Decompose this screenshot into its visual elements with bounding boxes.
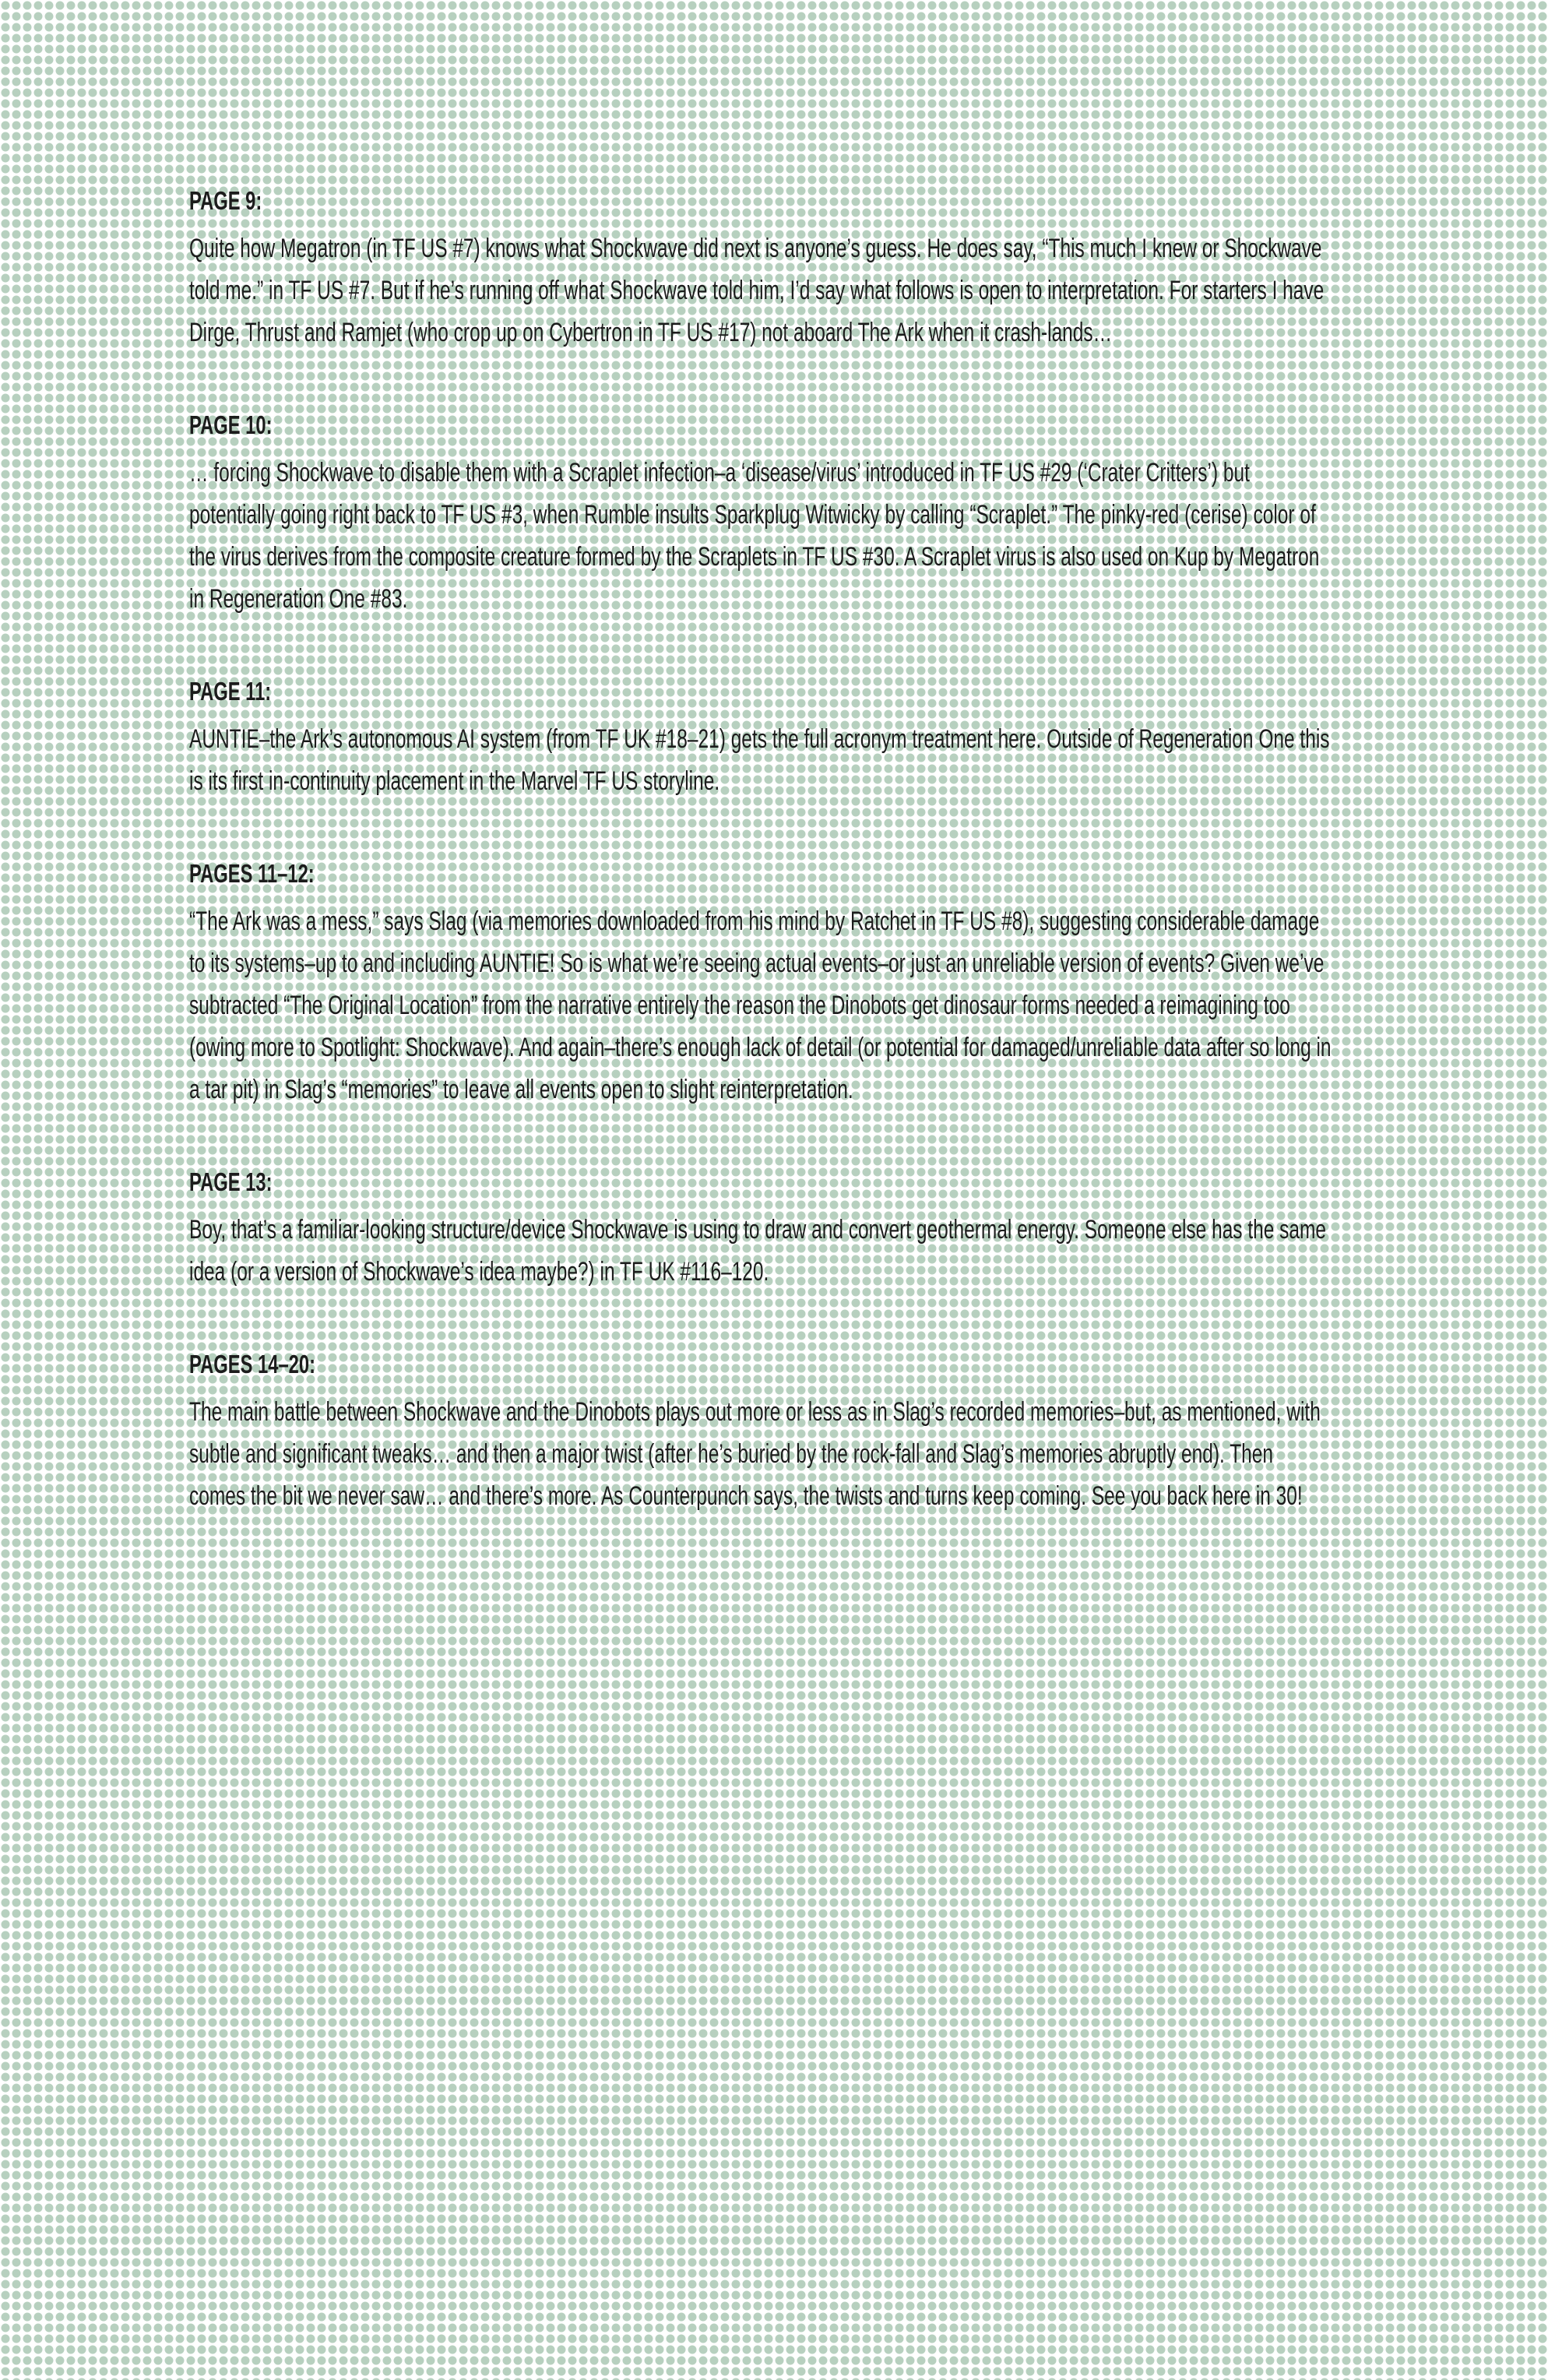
note-section-page-11 [189,671,1357,802]
section-body: AUNTIE–the Ark’s autonomous AI system (from TF UK #18–21) gets the full acronym treatment here. Outside of Regeneration One this is its first in-continuity placement in the Marvel TF US storyline. [189,724,1330,796]
section-body: Boy, that’s a familiar-looking structure/device Shockwave is using to draw and convert geothermal energy. Someone else has the same idea (or a version of Shockwave’s idea maybe?) in TF UK #116–120. [189,1215,1327,1287]
section-heading: PAGE 11: [189,677,272,706]
section-heading: PAGES 14–20: [189,1350,316,1378]
note-section-page-13 [189,1162,1357,1293]
section-heading: PAGE 9: [189,186,262,215]
section-heading: PAGE 10: [189,410,273,439]
section-body: … forcing Shockwave to disable them with a Scraplet infection–a ‘disease/virus’ introduced in TF US #29 (‘Crater Critters’) but potentially going right back to TF US #3, when Rumble insults Sparkplug Witwicky by calling “Scraplet.” The pinky-red (cerise) color of the virus derives from the composite creature formed by the Scraplets in TF US #30. A Scraplet virus is also used on Kup by Megatron in Regeneration One #83. [189,458,1320,614]
section-body: Quite how Megatron (in TF US #7) knows what Shockwave did next is anyone’s guess. He does say, “This much I knew or Shockwave told me.” in TF US #7. But if he’s running off what Shockwave told him, I’d say what follows is open to interpretation. For starters I have Dirge, Thrust and Ramjet (who crop up on Cybertron in TF US #17) not aboard The Ark when it crash-lands… [189,234,1325,347]
notes-column [189,181,1357,1568]
note-section-page-10 [189,405,1357,620]
section-body: “The Ark was a mess,” says Slag (via memories downloaded from his mind by Ratchet in TF US #8), suggesting considerable damage to its systems–up to and including AUNTIE! So is what we’re seeing actual events–or just an unreliable version of events? Given we’ve subtracted “The Original Location” from the narrative entirely the reason the Dinobots get dinosaur forms needed a reimagining too (owing more to Spotlight: Shockwave). And again–there’s enough lack of detail (or potential for damaged/unreliable data after so long in a tar pit) in Slag’s “memories” to leave all events open to slight reinterpretation. [189,907,1332,1104]
note-section-page-9 [189,181,1357,354]
section-body: The main battle between Shockwave and the Dinobots plays out more or less as in Slag’s recorded memories–but, as mentioned, with subtle and significant tweaks… and then a major twist (after he’s buried by the rock-fall and Slag’s memories abruptly end). Then comes the bit we never saw… and there’s more. As Counterpunch says, the twists and turns keep coming. See you back here in 30! [189,1397,1321,1511]
section-heading: PAGE 13: [189,1167,273,1196]
note-section-pages-14-20 [189,1344,1357,1517]
section-heading: PAGES 11–12: [189,859,315,888]
note-section-pages-11-12 [189,854,1357,1111]
